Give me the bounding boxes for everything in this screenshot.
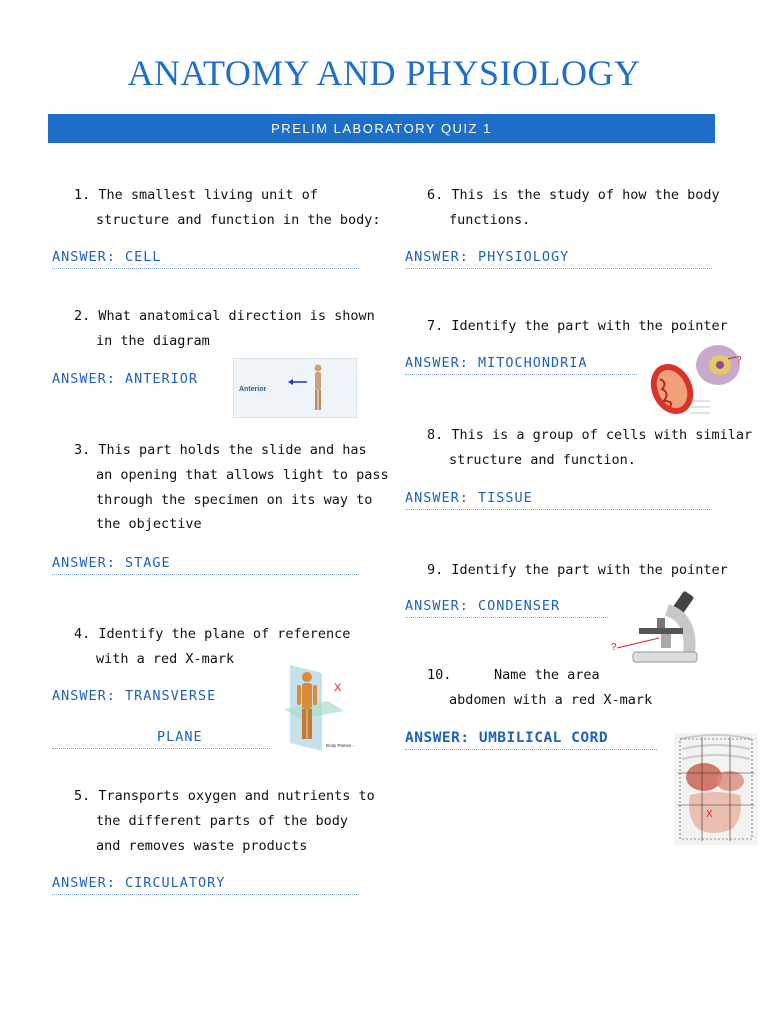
answer-10: ANSWER: UMBILICAL CORD <box>405 730 657 750</box>
question-text-line: The smallest living unit of <box>98 187 318 203</box>
microscope-diagram <box>609 588 712 666</box>
question-number: 4. <box>74 626 91 642</box>
abdomen-regions-diagram <box>674 733 758 845</box>
question-3 <box>74 438 389 537</box>
question-6 <box>427 183 720 233</box>
question-text-line: Identify the part with the pointer <box>451 318 728 334</box>
answer-2: ANSWER: ANTERIOR <box>52 371 199 387</box>
anterior-diagram <box>233 358 357 418</box>
x-mark-icon: X <box>706 809 713 820</box>
question-number: 9. <box>427 562 444 578</box>
question-1 <box>74 183 380 233</box>
question-mark-icon: ? <box>736 355 742 366</box>
question-text-line: What anatomical direction is shown <box>98 308 375 324</box>
question-number: 8. <box>427 427 444 443</box>
question-text-line: Name the area <box>494 667 600 683</box>
question-text-line: structure and function. <box>449 451 636 468</box>
question-text-line: abdomen with a red X-mark <box>449 691 653 708</box>
question-text-line: Transports oxygen and nutrients to <box>98 788 375 804</box>
question-9 <box>427 558 728 583</box>
cell-mitochondria-diagram <box>640 343 756 421</box>
quiz-banner: PRELIM LABORATORY QUIZ 1 <box>48 114 715 143</box>
question-7 <box>427 314 728 339</box>
answer-8: ANSWER: TISSUE <box>405 490 712 510</box>
question-text-line: This is a group of cells with similar <box>451 427 753 443</box>
body-planes-diagram <box>282 661 360 753</box>
answer-1: ANSWER: CELL <box>52 249 359 269</box>
answer-3: ANSWER: STAGE <box>52 555 359 575</box>
question-text-line: an opening that allows light to pass <box>96 466 389 483</box>
question-text-line: This part holds the slide and has <box>98 442 367 458</box>
question-text-line: and removes waste products <box>96 837 308 854</box>
answer-4-continued: PLANE <box>52 729 270 749</box>
body-planes-label: Body Planes - <box>326 743 355 748</box>
question-number: 5. <box>74 788 91 804</box>
question-8 <box>427 423 752 473</box>
question-text-line: through the specimen on its way to <box>96 491 373 508</box>
question-number: 10. <box>427 667 452 683</box>
question-text-line: the different parts of the body <box>96 812 348 829</box>
question-text-line: with a red X-mark <box>96 650 235 667</box>
answer-4: ANSWER: TRANSVERSE <box>52 688 217 704</box>
question-number: 2. <box>74 308 91 324</box>
x-mark-icon: X <box>334 682 342 694</box>
question-number: 1. <box>74 187 91 203</box>
question-number: 3. <box>74 442 91 458</box>
question-text-line: Identify the part with the pointer <box>451 562 728 578</box>
answer-9: ANSWER: CONDENSER <box>405 598 608 618</box>
answer-5: ANSWER: CIRCULATORY <box>52 875 359 895</box>
question-text-line: functions. <box>449 211 531 228</box>
question-text-line: This is the study of how the body <box>451 187 720 203</box>
question-text-line: the objective <box>96 516 202 533</box>
question-text-line: Identify the plane of reference <box>98 626 351 642</box>
question-5 <box>74 784 375 858</box>
question-number: 7. <box>427 318 444 334</box>
question-10 <box>427 663 652 713</box>
question-mark-icon: ? <box>611 642 617 653</box>
anterior-diagram-label: Anterior <box>239 386 267 393</box>
question-text-line: structure and function in the body: <box>96 211 381 228</box>
answer-7: ANSWER: MITOCHONDRIA <box>405 355 637 375</box>
page-title: ANATOMY AND PHYSIOLOGY <box>127 53 641 93</box>
question-2 <box>74 304 375 354</box>
question-number: 6. <box>427 187 444 203</box>
answer-6: ANSWER: PHYSIOLOGY <box>405 249 712 269</box>
question-text-line: in the diagram <box>96 332 210 349</box>
